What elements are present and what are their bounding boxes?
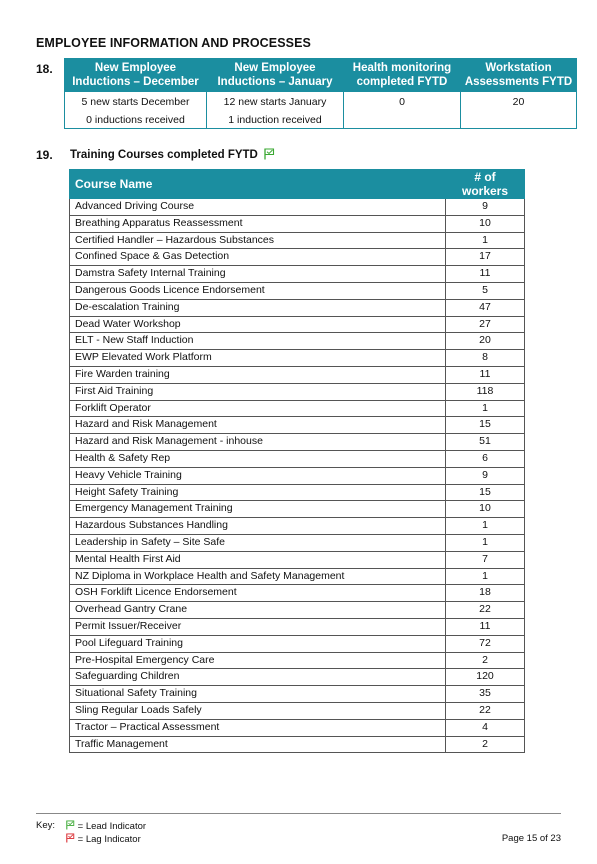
workers-count-cell: 22 xyxy=(446,702,525,719)
section-18-number: 18. xyxy=(36,62,53,76)
cell-workstation-assessments: 20 xyxy=(461,92,577,129)
workers-count-cell: 10 xyxy=(446,215,525,232)
table-header-row xyxy=(65,59,577,92)
workers-count-cell: 11 xyxy=(446,366,525,383)
course-name-cell: Traffic Management xyxy=(70,736,446,753)
workers-count-cell: 9 xyxy=(446,199,525,216)
workers-count-cell: 8 xyxy=(446,350,525,367)
workers-count-cell: 5 xyxy=(446,282,525,299)
course-name-cell: First Aid Training xyxy=(70,383,446,400)
course-name-cell: Pool Lifeguard Training xyxy=(70,635,446,652)
page-heading: EMPLOYEE INFORMATION AND PROCESSES xyxy=(36,36,311,50)
course-name-cell: Hazard and Risk Management xyxy=(70,417,446,434)
table-row xyxy=(70,366,525,383)
cell-inductions-january: 12 new starts January 1 induction received xyxy=(207,92,344,129)
course-name-cell: NZ Diploma in Workplace Health and Safety Management xyxy=(70,568,446,585)
table-row xyxy=(70,618,525,635)
table-row xyxy=(70,568,525,585)
course-name-cell: EWP Elevated Work Platform xyxy=(70,350,446,367)
header-health-monitoring: Health monitoring completed FYTD xyxy=(344,59,461,92)
key-lag-indicator xyxy=(66,833,141,845)
course-name-cell: Forklift Operator xyxy=(70,400,446,417)
course-name-cell: Height Safety Training xyxy=(70,484,446,501)
course-name-cell: Mental Health First Aid xyxy=(70,551,446,568)
table-row xyxy=(70,333,525,350)
table-row xyxy=(70,199,525,216)
cell-inductions-december: 5 new starts December 0 inductions received xyxy=(65,92,207,129)
table-row xyxy=(70,736,525,753)
header-workers: # of workers xyxy=(446,170,525,199)
table-row xyxy=(70,635,525,652)
workers-count-cell: 51 xyxy=(446,434,525,451)
table-header-row xyxy=(70,170,525,199)
table-row xyxy=(70,299,525,316)
workers-count-cell: 11 xyxy=(446,266,525,283)
table-row xyxy=(70,450,525,467)
course-name-cell: ELT - New Staff Induction xyxy=(70,333,446,350)
workers-count-cell: 35 xyxy=(446,686,525,703)
workers-count-cell: 20 xyxy=(446,333,525,350)
key-lag-text: = Lag Indicator xyxy=(77,834,141,845)
workers-count-cell: 47 xyxy=(446,299,525,316)
table-row xyxy=(70,467,525,484)
table-row xyxy=(70,551,525,568)
table-row xyxy=(70,434,525,451)
header-course-name: Course Name xyxy=(70,170,446,199)
key-label: Key: xyxy=(36,820,56,831)
workers-count-cell: 72 xyxy=(446,635,525,652)
table-row xyxy=(70,585,525,602)
workers-count-cell: 27 xyxy=(446,316,525,333)
workers-count-cell: 1 xyxy=(446,232,525,249)
table-row xyxy=(70,719,525,736)
key-lead-text: = Lead Indicator xyxy=(77,821,147,832)
workers-count-cell: 18 xyxy=(446,585,525,602)
course-name-cell: Dangerous Goods Licence Endorsement xyxy=(70,282,446,299)
course-name-cell: Hazard and Risk Management - inhouse xyxy=(70,434,446,451)
workers-count-cell: 1 xyxy=(446,400,525,417)
page-number: Page 15 of 23 xyxy=(501,833,561,844)
course-name-cell: Damstra Safety Internal Training xyxy=(70,266,446,283)
course-name-cell: Emergency Management Training xyxy=(70,501,446,518)
course-name-cell: Confined Space & Gas Detection xyxy=(70,249,446,266)
table-row xyxy=(70,686,525,703)
course-name-cell: De-escalation Training xyxy=(70,299,446,316)
workers-count-cell: 1 xyxy=(446,518,525,535)
workers-count-cell: 6 xyxy=(446,450,525,467)
course-name-cell: Health & Safety Rep xyxy=(70,450,446,467)
lead-indicator-flag-icon xyxy=(264,148,275,160)
table-row xyxy=(70,282,525,299)
table-row xyxy=(70,652,525,669)
course-name-cell: Pre-Hospital Emergency Care xyxy=(70,652,446,669)
header-inductions-january: New Employee Inductions – January xyxy=(207,59,344,92)
section-19-number: 19. xyxy=(36,148,53,162)
table-row xyxy=(70,534,525,551)
workers-count-cell: 1 xyxy=(446,568,525,585)
workers-count-cell: 118 xyxy=(446,383,525,400)
workers-count-cell: 2 xyxy=(446,652,525,669)
course-name-cell: OSH Forklift Licence Endorsement xyxy=(70,585,446,602)
table-row xyxy=(70,215,525,232)
table-row xyxy=(70,249,525,266)
table-row xyxy=(70,232,525,249)
course-name-cell: Situational Safety Training xyxy=(70,686,446,703)
course-name-cell: Heavy Vehicle Training xyxy=(70,467,446,484)
section-19-title xyxy=(70,148,275,161)
workers-count-cell: 17 xyxy=(446,249,525,266)
table-row xyxy=(70,484,525,501)
section-19-title-text: Training Courses completed FYTD xyxy=(70,149,258,161)
training-courses-table xyxy=(69,169,525,753)
course-name-cell: Breathing Apparatus Reassessment xyxy=(70,215,446,232)
course-name-cell: Permit Issuer/Receiver xyxy=(70,618,446,635)
course-name-cell: Fire Warden training xyxy=(70,366,446,383)
workers-count-cell: 11 xyxy=(446,618,525,635)
table-row xyxy=(70,669,525,686)
workers-count-cell: 22 xyxy=(446,602,525,619)
course-name-cell: Dead Water Workshop xyxy=(70,316,446,333)
table-row xyxy=(70,602,525,619)
workers-count-cell: 15 xyxy=(446,484,525,501)
footer-divider xyxy=(36,813,561,814)
course-name-cell: Overhead Gantry Crane xyxy=(70,602,446,619)
workers-count-cell: 1 xyxy=(446,534,525,551)
course-name-cell: Advanced Driving Course xyxy=(70,199,446,216)
key-lead-indicator xyxy=(66,820,146,832)
table-row xyxy=(70,501,525,518)
course-name-cell: Safeguarding Children xyxy=(70,669,446,686)
workers-count-cell: 120 xyxy=(446,669,525,686)
employee-inductions-table xyxy=(64,58,577,129)
table-row xyxy=(70,383,525,400)
table-row xyxy=(70,417,525,434)
lead-flag-icon xyxy=(66,820,75,830)
table-row xyxy=(70,702,525,719)
table-row xyxy=(70,518,525,535)
cell-health-monitoring: 0 xyxy=(344,92,461,129)
workers-count-cell: 4 xyxy=(446,719,525,736)
table-row xyxy=(70,316,525,333)
workers-count-cell: 7 xyxy=(446,551,525,568)
workers-count-cell: 10 xyxy=(446,501,525,518)
header-workstation-assessments: Workstation Assessments FYTD xyxy=(461,59,577,92)
header-inductions-december: New Employee Inductions – December xyxy=(65,59,207,92)
course-name-cell: Certified Handler – Hazardous Substances xyxy=(70,232,446,249)
table-row xyxy=(70,266,525,283)
workers-count-cell: 9 xyxy=(446,467,525,484)
course-name-cell: Tractor – Practical Assessment xyxy=(70,719,446,736)
course-name-cell: Sling Regular Loads Safely xyxy=(70,702,446,719)
lag-flag-icon xyxy=(66,833,75,843)
table-row xyxy=(70,400,525,417)
workers-count-cell: 15 xyxy=(446,417,525,434)
table-row xyxy=(65,92,577,129)
course-name-cell: Hazardous Substances Handling xyxy=(70,518,446,535)
table-row xyxy=(70,350,525,367)
course-name-cell: Leadership in Safety – Site Safe xyxy=(70,534,446,551)
workers-count-cell: 2 xyxy=(446,736,525,753)
